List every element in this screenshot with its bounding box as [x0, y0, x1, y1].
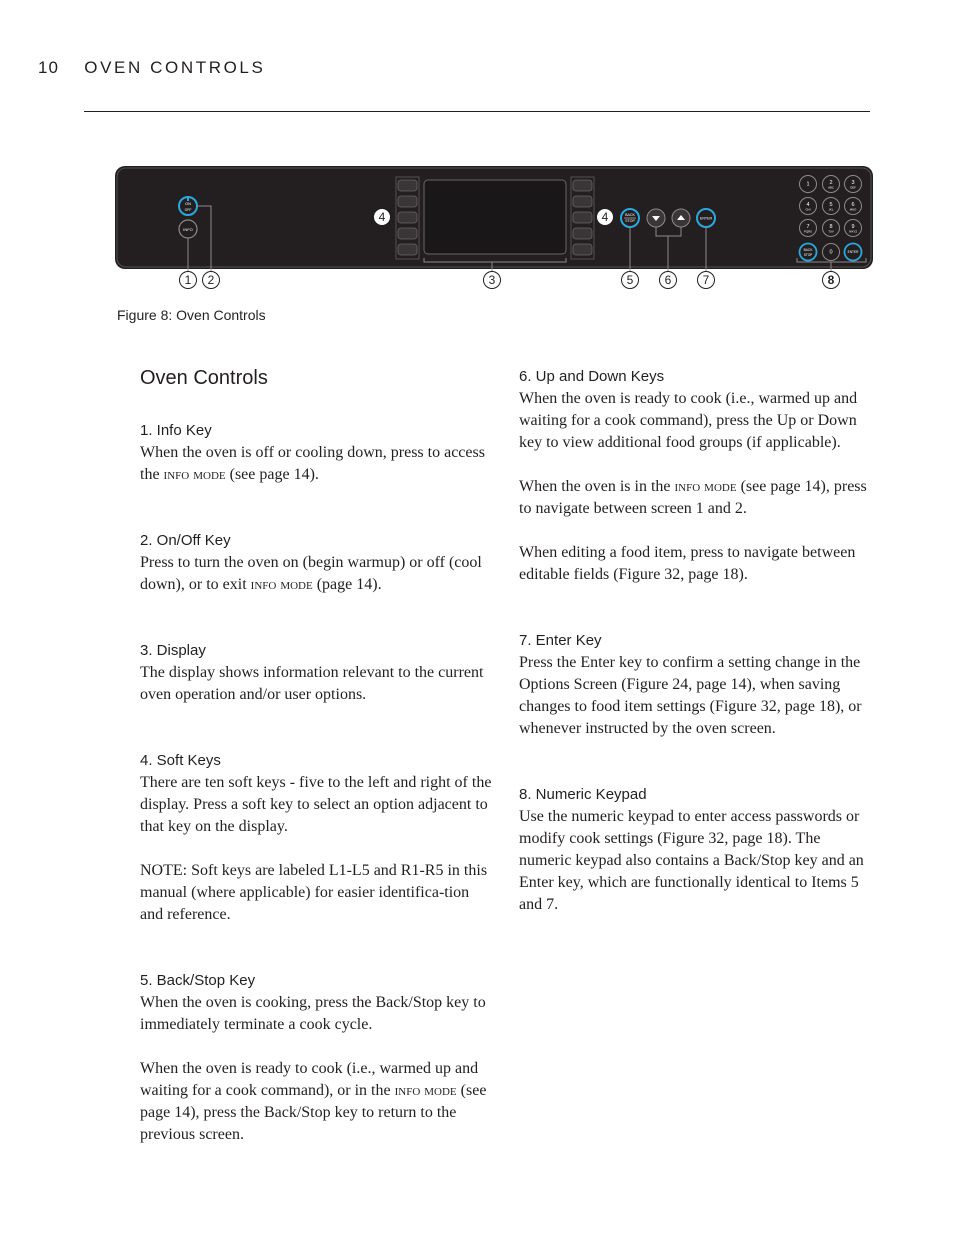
keypad-key-8	[823, 220, 840, 237]
keypad-key-5	[823, 198, 840, 215]
svg-text:8: 8	[829, 224, 833, 230]
display-screen	[424, 180, 566, 254]
info-mode-term: info mode	[674, 478, 737, 495]
keypad-key-1	[800, 176, 817, 193]
back-stop-key-text: When the oven is cooking, press the Back/Stop key to immediately terminate a cook cycle.	[140, 994, 486, 1033]
on-off-key-text: Press to turn the oven on (begin warmup) or off (cool down), or to exit info mode (page 14).	[140, 554, 482, 593]
display-section	[140, 640, 492, 706]
up-down-keys-text-3: When editing a food item, press to navigate between editable fields (Figure 32, page 18).	[519, 544, 856, 583]
svg-text:OFF: OFF	[184, 208, 192, 212]
on-off-key-heading: 2. On/Off Key	[140, 532, 231, 549]
svg-text:JKL: JKL	[828, 207, 834, 212]
info-mode-term: info mode	[250, 576, 313, 593]
callout-8: 8	[822, 271, 840, 289]
callout-7: 7	[697, 271, 715, 289]
svg-text:3: 3	[851, 180, 855, 186]
soft-keys-note: NOTE: Soft keys are labeled L1-L5 and R1-R5 in this manual (where applicable) for easier identifica-tion and reference.	[140, 862, 488, 923]
enter-key-section	[519, 630, 871, 740]
svg-text:ENTER: ENTER	[847, 250, 859, 255]
svg-text:7: 7	[806, 224, 810, 230]
info-key-icon	[179, 220, 197, 238]
svg-text:WXYZ: WXYZ	[848, 229, 858, 234]
up-down-keys-text-2: When the oven is in the info mode (see page 14), press to navigate between screen 1 and 2.	[519, 478, 867, 517]
info-key-section	[140, 420, 492, 486]
svg-text:ABC: ABC	[828, 185, 834, 190]
svg-text:PQRS: PQRS	[804, 229, 812, 234]
svg-text:6: 6	[851, 202, 855, 208]
up-down-keys-heading: 6. Up and Down Keys	[519, 368, 665, 385]
back-stop-key-text-2: When the oven is ready to cook (i.e., warmed up and waiting for a cook command), or in the info mode (see page 14), press the Back/Stop key to return to the previous screen.	[140, 1060, 487, 1143]
keypad-key-4	[800, 198, 817, 215]
svg-text:1: 1	[806, 181, 810, 188]
callout-5: 5	[621, 271, 639, 289]
svg-text:9: 9	[851, 224, 855, 230]
svg-text:0: 0	[829, 249, 833, 256]
keypad-back-stop-icon	[800, 244, 817, 261]
up-key-icon	[672, 209, 690, 227]
soft-keys-text: There are ten soft keys - five to the left and right of the display. Press a soft key to select an option adjacent to that key on the display.	[140, 774, 492, 835]
svg-text:2: 2	[829, 180, 833, 186]
svg-text:GHI: GHI	[805, 207, 811, 212]
keypad-key-7	[800, 220, 817, 237]
back-stop-key-icon	[621, 209, 639, 227]
soft-keys-section	[140, 750, 492, 926]
display-heading: 3. Display	[140, 642, 206, 659]
callout-1: 1	[179, 271, 197, 289]
keypad-key-0	[823, 244, 840, 261]
svg-text:TUV: TUV	[828, 229, 834, 234]
info-key-heading: 1. Info Key	[140, 422, 212, 439]
back-stop-key-heading: 5. Back/Stop Key	[140, 972, 256, 989]
enter-key-heading: 7. Enter Key	[519, 632, 602, 649]
svg-text:BACK: BACK	[625, 213, 635, 217]
back-stop-key-section	[140, 970, 492, 1146]
keypad-enter-icon	[845, 244, 862, 261]
callout-4-right: 4	[596, 208, 614, 226]
numeric-keypad-heading: 8. Numeric Keypad	[519, 786, 647, 803]
section-title: Oven Controls	[140, 367, 268, 389]
soft-keys-heading: 4. Soft Keys	[140, 752, 221, 769]
up-down-keys-section	[519, 366, 871, 586]
svg-text:5: 5	[829, 202, 833, 208]
info-key-text: When the oven is off or cooling down, press to access the info mode (see page 14).	[140, 444, 485, 483]
callout-3: 3	[483, 271, 501, 289]
info-mode-term: info mode	[163, 466, 226, 483]
svg-text:4: 4	[806, 202, 810, 208]
page-header-title: OVEN CONTROLS	[84, 58, 266, 77]
svg-text:BACK: BACK	[803, 248, 813, 252]
figure-caption: Figure 8: Oven Controls	[117, 307, 266, 323]
up-down-keys-text: When the oven is ready to cook (i.e., warmed up and waiting for a cook command), press the Up or Down key to view additional food groups (if applicable).	[519, 390, 858, 451]
on-off-key-section	[140, 530, 492, 596]
svg-text:ENTER: ENTER	[699, 216, 713, 221]
oven-control-panel-figure	[0, 0, 954, 300]
enter-key-text: Press the Enter key to confirm a setting change in the Options Screen (Figure 24, page 14), when saving changes to food item settings (Figure 32, page 18), or whenever instructed by the oven screen.	[519, 654, 862, 737]
callout-2: 2	[202, 271, 220, 289]
left-soft-keys	[396, 177, 419, 259]
callout-6: 6	[659, 271, 677, 289]
svg-text:DEF: DEF	[850, 185, 856, 190]
keypad-key-9	[845, 220, 862, 237]
keypad-key-6	[845, 198, 862, 215]
svg-text:INFO: INFO	[183, 227, 193, 232]
keypad-key-2	[823, 176, 840, 193]
numeric-keypad-section	[519, 784, 871, 916]
page-number: 10	[38, 58, 59, 77]
right-column	[519, 366, 871, 916]
display-text: The display shows information relevant to the current oven operation and/or user options.	[140, 664, 484, 703]
keypad-key-3	[845, 176, 862, 193]
svg-text:ON: ON	[185, 201, 191, 206]
down-key-icon	[647, 209, 665, 227]
info-mode-term: info mode	[394, 1082, 457, 1099]
on-off-key-icon	[179, 196, 197, 215]
numeric-keypad-text: Use the numeric keypad to enter access passwords or modify cook settings (Figure 32, page 18). The numeric keypad also contains a Back/Stop key and an Enter key, which are functionally identical to Items 5 and 7.	[519, 808, 864, 913]
svg-text:STOP: STOP	[803, 253, 813, 257]
svg-text:MNO: MNO	[849, 207, 857, 212]
callout-4-left: 4	[373, 208, 391, 226]
svg-text:STOP: STOP	[625, 219, 635, 223]
enter-key-icon	[697, 209, 715, 227]
right-soft-keys	[571, 177, 594, 259]
left-column	[140, 366, 492, 1146]
